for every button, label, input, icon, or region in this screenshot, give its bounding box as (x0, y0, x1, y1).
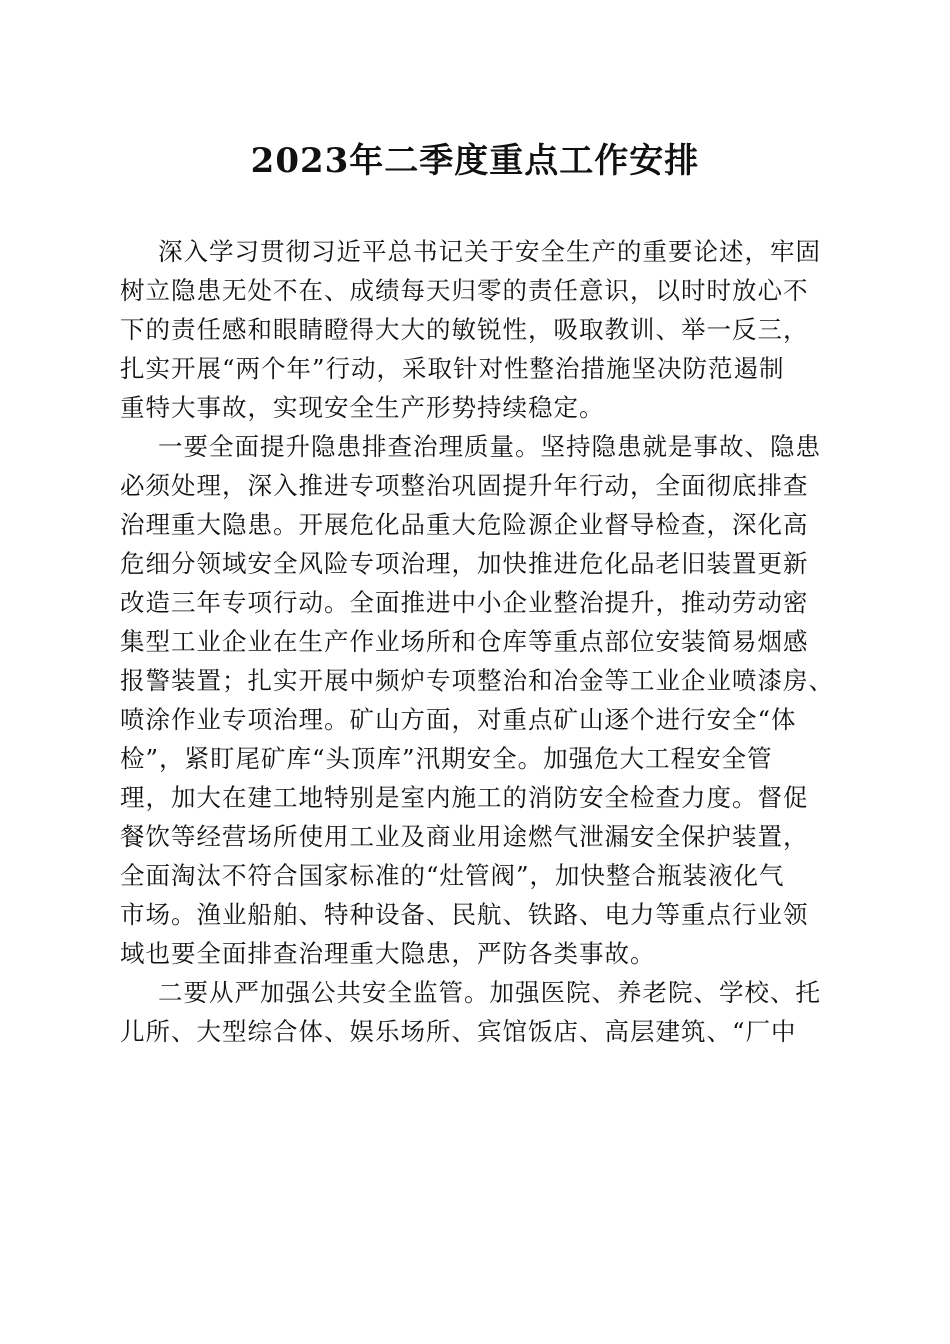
paragraph-line: 扎实开展“两个年”行动，采取针对性整治措施坚决防范遏制 (120, 354, 785, 383)
document-body (120, 232, 834, 1051)
paragraph-intro (120, 232, 830, 427)
paragraph-public-safety (120, 973, 830, 1051)
paragraph-line: 理，加大在建工地特别是室内施工的消防安全检查力度。督促 (120, 783, 809, 812)
paragraph-line: 树立隐患无处不在、成绩每天归零的责任意识，以时时放心不 (120, 276, 809, 305)
paragraph-line: 检”，紧盯尾矿库“头顶库”汛期安全。加强危大工程安全管 (120, 744, 773, 773)
paragraph-line: 一要全面提升隐患排查治理质量。坚持隐患就是事故、隐患 (158, 432, 821, 461)
paragraph-line: 重特大事故，实现安全生产形势持续稳定。 (120, 393, 605, 422)
paragraph-line: 报警装置；扎实开展中频炉专项整治和冶金等工业企业喷漆房、 (120, 666, 834, 695)
paragraph-line: 深入学习贯彻习近平总书记关于安全生产的重要论述，牢固 (158, 237, 821, 266)
paragraph-line: 危细分领域安全风险专项治理，加快推进危化品老旧装置更新 (120, 549, 809, 578)
paragraph-line: 儿所、大型综合体、娱乐场所、宾馆饭店、高层建筑、“厂中 (120, 1017, 797, 1046)
paragraph-line: 餐饮等经营场所使用工业及商业用途燃气泄漏安全保护装置， (120, 822, 809, 851)
paragraph-hazard-inspection (120, 427, 834, 973)
paragraph-line: 集型工业企业在生产作业场所和仓库等重点部位安装简易烟感 (120, 627, 809, 656)
paragraph-line: 域也要全面排查治理重大隐患，严防各类事故。 (120, 939, 656, 968)
paragraph-line: 改造三年专项行动。全面推进中小企业整治提升，推动劳动密 (120, 588, 809, 617)
paragraph-line: 市场。渔业船舶、特种设备、民航、铁路、电力等重点行业领 (120, 900, 809, 929)
paragraph-line: 下的责任感和眼睛瞪得大大的敏锐性，吸取教训、举一反三， (120, 315, 809, 344)
paragraph-line: 必须处理，深入推进专项整治巩固提升年行动，全面彻底排查 (120, 471, 809, 500)
paragraph-line: 喷涂作业专项治理。矿山方面，对重点矿山逐个进行安全“体 (120, 705, 797, 734)
paragraph-line: 二要从严加强公共安全监管。加强医院、养老院、学校、托 (158, 978, 821, 1007)
paragraph-line: 全面淘汰不符合国家标准的“灶管阀”，加快整合瓶装液化气 (120, 861, 785, 890)
paragraph-line: 治理重大隐患。开展危化品重大危险源企业督导检查，深化高 (120, 510, 809, 539)
document-title: 2023年二季度重点工作安排 (250, 141, 700, 181)
